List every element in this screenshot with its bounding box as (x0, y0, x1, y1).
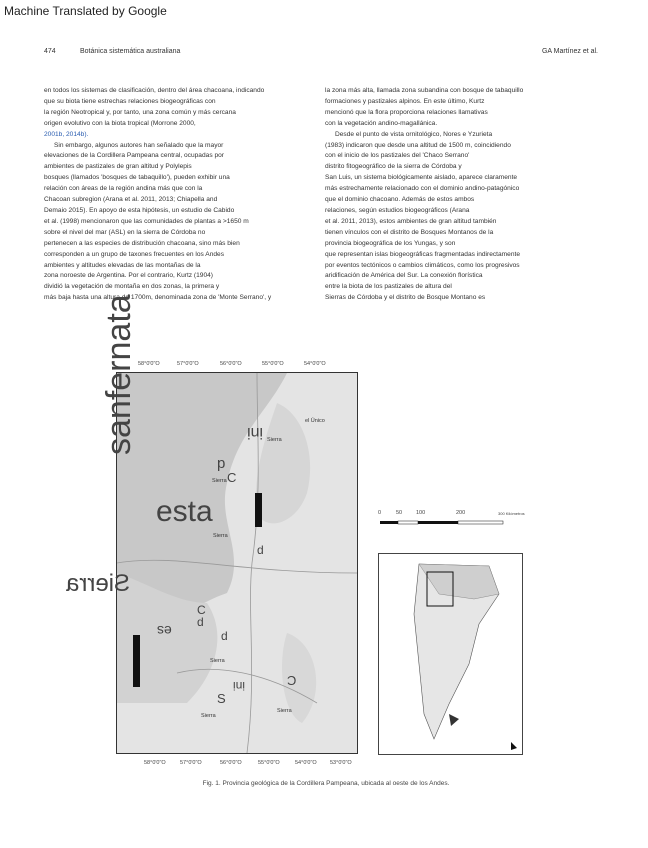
citation-link[interactable]: 2001b, 2014b). (44, 130, 89, 138)
authors-header: GA Martínez et al. (541, 48, 598, 55)
scale-label: 0 (378, 510, 382, 516)
text-line: con la vegetación andino-magallánica. (325, 119, 438, 127)
study-area-marker (255, 493, 262, 527)
text-line: origen evolutivo con la biota tropical (Morrone 2000, (44, 119, 196, 127)
text-line: provincia biogeográfica de los Yungas, y son (325, 239, 456, 247)
map-glyph: es (157, 623, 172, 639)
text-line: formaciones y pastizales alpinos. En este último, Kurtz (325, 97, 485, 105)
map-top-tick: 54°0'0"O (304, 361, 326, 367)
map-bottom-tick: 55°0'0"O (258, 760, 280, 766)
text-line: elevaciones de la Cordillera Pampeana central, ocupadas por (44, 152, 224, 160)
map-top-tick: 55°0'0"O (262, 361, 284, 367)
map-glyph: d (257, 543, 264, 557)
text-line: sobre el nivel del mar (ASL) en la sierra de Córdoba no (44, 228, 206, 236)
text-line: Demaio 2015). En apoyo de esta hipótesis, un estudio de Cabido (44, 206, 235, 214)
page-number: 474 (44, 48, 56, 55)
text-line: la región Neotropical y, por tanto, una zona común y más cercana (44, 108, 236, 116)
highland-relief (256, 403, 310, 523)
text-line: que su biota tiene estrechas relaciones biogeográficas con (44, 97, 216, 105)
text-line: Chacoan subregion (Arana et al. 2011, 2013; Chiapella and (44, 196, 218, 204)
text-line: más baja hasta una altura de 1700m, denominada zona de 'Monte Serrano', y (44, 294, 272, 302)
scale-bar (378, 510, 528, 540)
map-glyph: C (287, 673, 297, 688)
text-line: tienen vínculos con el distrito de Bosques Montanos de la (325, 228, 494, 236)
map-label: Sierra (212, 478, 227, 484)
map-bottom-tick: 54°0'0"O (295, 760, 317, 766)
map-bottom-tick: 58°0'0"O (144, 760, 166, 766)
figure-caption: Fig. 1. Provincia geológica de la Cordillera Pampeana, ubicada al oeste de los Andes. (202, 780, 450, 787)
scale-label: 100 (416, 510, 426, 516)
text-line: dividió la vegetación de montaña en dos zonas, la primera y (44, 283, 220, 291)
text-line: que representan islas biogeográficas fragmentadas indirectamente (325, 250, 520, 258)
map-label: el Único (305, 418, 325, 424)
map-bottom-tick: 53°0'0"O (330, 760, 352, 766)
text-line: con el inicio de los pastizales del 'Chaco Serrano' (325, 152, 470, 160)
text-line: aridificación de América del Sur. La conexión florística (325, 272, 483, 280)
text-line: (1983) indicaron que desde una altitud de 1500 m, coincidiendo (325, 141, 511, 149)
scale-label: 200 (456, 510, 466, 516)
scale-label: 50 (396, 510, 403, 516)
text-line: la zona más alta, llamada zona subandina con bosque de tabaquillo (325, 87, 524, 94)
scale-bar-graphic (378, 519, 528, 531)
study-area-marker (133, 635, 140, 687)
map-bottom-tick: 56°0'0"O (220, 760, 242, 766)
text-line: por eventos tectónicos o cambios climáticos, como los progresivos (325, 261, 520, 269)
right-text-column (325, 86, 587, 304)
text-line: Sin embargo, algunos autores han señalado que la mayor (54, 141, 224, 149)
map-glyph: ini (247, 424, 264, 441)
map-glyph: S (217, 691, 226, 706)
text-line: et al. 2011, 2013), estos ambientes de gran altitud también (325, 217, 497, 225)
north-arrow-icon (511, 742, 517, 750)
relief-map (117, 373, 357, 753)
map-glyph: p (217, 455, 226, 472)
map-top-tick: 56°0'0"O (220, 361, 242, 367)
text-line: San Luis, un sistema biológicamente aislado, aparece claramente (325, 174, 518, 182)
text-line: Desde el punto de vista ornitológico, Nores e Yzurieta (335, 130, 493, 138)
map-glyph: C (227, 470, 237, 485)
machine-translation-banner: Machine Translated by Google (4, 4, 167, 18)
map-label: Sierra (267, 437, 282, 443)
text-line: relación con áreas de la región andina más que con la (44, 185, 203, 193)
map-big-label: sanfernata (100, 294, 138, 455)
journal-title: Botánica sistemática australiana (80, 48, 181, 55)
text-line: Sierras de Córdoba y el distrito de Bosque Montano es (325, 294, 486, 302)
text-line: ambientes de pastizales de gran altitud y Polylepis (44, 163, 192, 171)
text-line: entre la biota de los pastizales de altura del (325, 283, 452, 291)
map-label: Sierra (277, 708, 292, 714)
text-line: zona noroeste de Argentina. Por el contrario, Kurtz (1904) (44, 272, 213, 280)
map-label: Sierra (201, 713, 216, 719)
text-line: distrito fitogeográfico de la sierra de Córdoba y (325, 163, 462, 171)
text-line: más estrechamente relacionado con el dominio andino-patagónico (325, 185, 520, 193)
text-line: en todos los sistemas de clasificación, dentro del área chacoana, indicando (44, 87, 265, 94)
text-line: corresponden a un grupo de taxones frecuentes en los Andes (44, 250, 224, 258)
text-line: bosques (llamados 'bosques de tabaquillo'), pueden exhibir una (44, 174, 230, 182)
inset-map (378, 553, 523, 755)
map-glyph: d (221, 629, 228, 643)
text-line: pertenecen a las especies de distribución chacoana, sino más bien (44, 239, 240, 247)
text-line: ambientes y altitudes elevadas de las montañas de la (44, 261, 201, 269)
map-big-label: esta (156, 495, 213, 528)
map-label: Sierra (213, 533, 228, 539)
text-line: relaciones, según estudios biogeográficos (Arana (325, 206, 470, 214)
left-text-column (44, 86, 306, 304)
map-big-label: Sierra (66, 570, 131, 597)
map-glyph: ini (233, 679, 246, 693)
argentina-outline (379, 554, 522, 754)
text-line: mencionó que la flora proporciona relaciones llamativas (325, 108, 488, 116)
map-glyph: d (197, 615, 204, 629)
scale-label: 300 Kilómetros (498, 511, 525, 516)
map-bottom-tick: 57°0'0"O (180, 760, 202, 766)
map-top-tick: 58°0'0"O (138, 361, 160, 367)
map-glyph: C (197, 603, 206, 617)
map-figure (116, 372, 358, 754)
map-label: Sierra (210, 658, 225, 664)
text-line: et al. (1998) mencionaron que las comunidades de plantas a >1650 m (44, 217, 249, 225)
text-line: que el dominio chacoano. Además de estos ambos (325, 196, 475, 204)
map-top-tick: 57°0'0"O (177, 361, 199, 367)
